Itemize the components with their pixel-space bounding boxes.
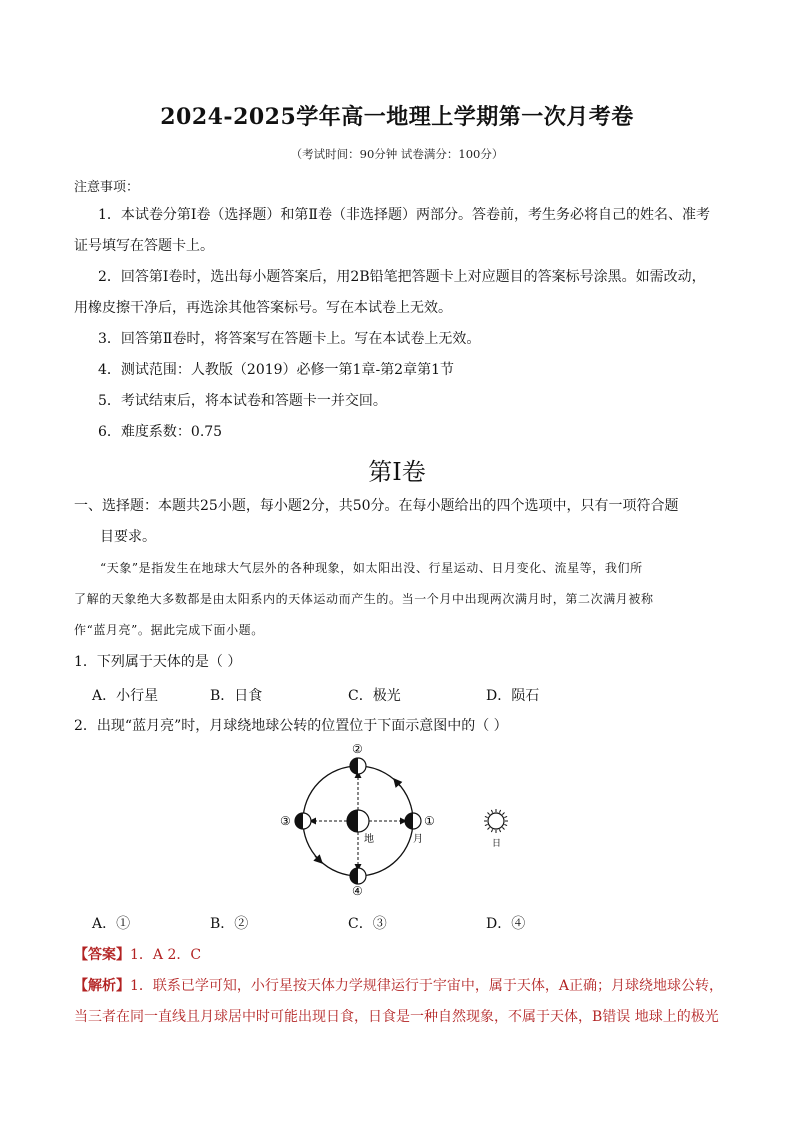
explanation-text-1: 1．联系已学可知，小行星按天体力学规律运行于宇宙中，属于天体，A正确；月球绕地球公转， [130,978,724,994]
label-position-1: ① [424,814,435,828]
q2-option-c: C．③ [348,916,387,932]
q2-option-d: D．④ [486,916,526,932]
label-position-3: ③ [280,814,291,828]
q2-option-b: B．② [210,916,249,932]
question-1-stem: 1．下列属于天体的是（ ） [74,654,242,670]
q1-option-d: D．陨石 [486,688,540,704]
explanation-line-2: 当三者在同一直线且月球居中时可能出现日食，日食是一种自然现象，不属于天体，B错误 地球上的极光 [74,1009,719,1025]
label-position-4: ④ [352,884,363,898]
answer-text: 1．A 2．C [130,947,202,963]
sun-label: 日 [492,839,502,849]
section-title: 第Ⅰ卷 [368,458,426,486]
q1-option-c: C．极光 [348,688,401,704]
part-heading: 一、选择题：本题共25小题，每小题2分，共50分。在每小题给出的四个选项中，只有一项符合题 [74,498,679,514]
notice-heading: 注意事项： [74,180,140,195]
notice-line-3: 3．回答第Ⅱ卷时，将答案写在答题卡上。写在本试卷上无效。 [98,331,481,347]
notice-line-4: 4．测试范围：人教版（2019）必修一第1章-第2章第1节 [98,362,454,378]
exam-title: 2024-2025学年高一地理上学期第一次月考卷 [160,104,634,130]
earth-label: 地 [364,834,374,845]
moon-position-4-icon [350,868,366,884]
notice-line-1: 1．本试卷分第Ⅰ卷（选择题）和第Ⅱ卷（非选择题）两部分。答卷前，考生务必将自己的姓名、准考 [98,207,710,223]
earth-icon [347,810,369,832]
passage-line-3: 作“蓝月亮”。据此完成下面小题。 [74,623,264,637]
question-2-stem: 2．出现“蓝月亮”时，月球绕地球公转的位置位于下面示意图中的（ ） [74,718,508,734]
label-position-2: ② [352,742,363,756]
q2-option-a: A．① [92,916,131,932]
exam-subtitle: （考试时间：90分钟 试卷满分：100分） [290,147,504,161]
sun-icon [484,809,508,833]
notice-line-2: 2．回答第Ⅰ卷时，选出每小题答案后，用2B铅笔把答题卡上对应题目的答案标号涂黑。如需改动， [98,269,706,285]
notice-line-2b: 用橡皮擦干净后，再选涂其他答案标号。写在本试卷上无效。 [74,300,452,316]
moon-position-1-icon [405,813,421,829]
orbit-diagram [270,738,530,900]
notice-line-5: 5．考试结束后，将本试卷和答题卡一并交回。 [98,393,387,409]
orbit-arrow [315,856,322,863]
passage-line-2: 了解的天象绝大多数都是由太阳系内的天体运动而产生的。当一个月中出现两次满月时，第二次满月被称 [74,592,654,606]
explanation-tag: 【解析】 [74,978,130,994]
moon-position-2-icon [350,758,366,774]
q1-option-a: A．小行星 [92,688,159,704]
orbit-arrow [394,779,400,786]
passage-line-1: “天象”是指发生在地球大气层外的各种现象，如太阳出没、行星运动、日月变化、流星等，我们所 [100,561,643,575]
notice-line-6: 6．难度系数：0.75 [98,424,223,440]
answer-tag: 【答案】 [74,947,130,963]
moon-position-3-icon [295,813,311,829]
part-heading-cont: 目要求。 [100,529,156,545]
q1-option-b: B．日食 [210,688,263,704]
moon-label: 月 [413,834,423,845]
answer-line [74,944,201,964]
notice-line-1b: 证号填写在答题卡上。 [74,238,214,254]
explanation-line-1 [74,975,723,995]
